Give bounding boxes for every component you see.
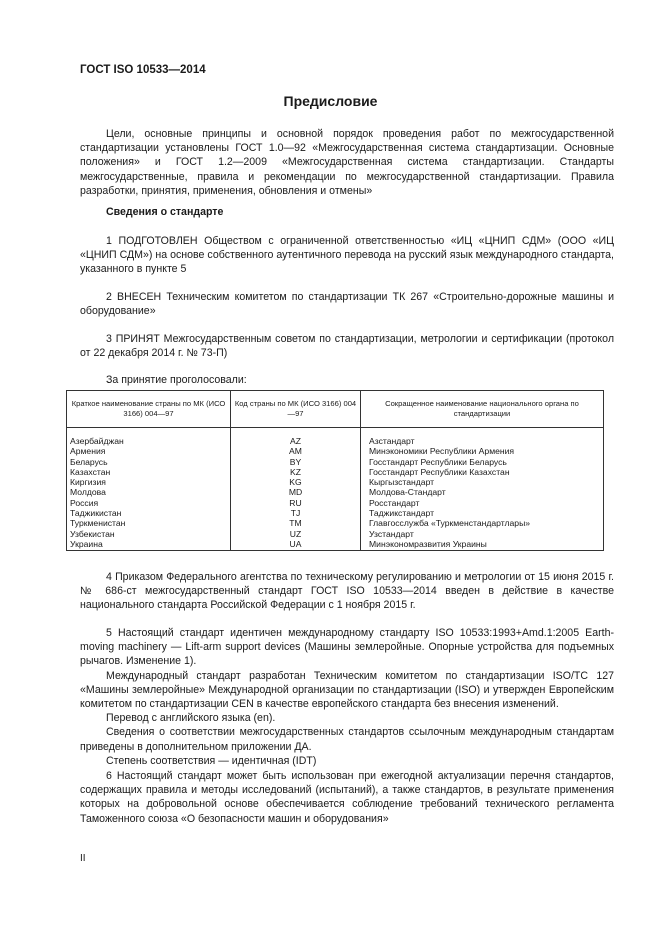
code-cell: RU	[231, 498, 361, 508]
item-5-paragraph-4: Сведения о соответствии межгосударственных стандартов ссылочным международным стандартам приведены в дополнительном приложении ДА.	[80, 726, 614, 753]
page-number: II	[80, 853, 86, 864]
country-cell: Казахстан	[67, 467, 231, 477]
item-2-paragraph: 2 ВНЕСЕН Техническим комитетом по стандартизации ТК 267 «Строительно-дорожные машины и оборудование»	[80, 291, 614, 318]
item-5-section	[80, 626, 614, 768]
code-cell: KZ	[231, 467, 361, 477]
item-5-paragraph-3: Перевод с английского языка (en).	[106, 712, 276, 725]
intro-section	[80, 127, 614, 198]
org-cell: Минэкономразвития Украины	[361, 539, 604, 551]
table-row	[67, 518, 604, 528]
country-cell: Киргизия	[67, 477, 231, 487]
table-row	[67, 428, 604, 447]
table-row	[67, 477, 604, 487]
vote-section	[80, 373, 614, 387]
country-cell: Узбекистан	[67, 529, 231, 539]
document-header: ГОСТ ISO 10533—2014	[80, 64, 206, 76]
item-1-paragraph: 1 ПОДГОТОВЛЕН Обществом с ограниченной ответственностью «ИЦ «ЦНИП СДМ» (ООО «ИЦ «ЦНИП СДМ») на основе собственного аутентичного перевода на русский язык международного стандарта, указанного в пункте 5	[80, 235, 614, 276]
org-cell: Таджикстандарт	[361, 508, 604, 518]
header-code: Код страны по МК (ИСО 3166) 004—97	[231, 391, 361, 428]
country-cell: Таджикистан	[67, 508, 231, 518]
item-1-section	[80, 234, 614, 277]
item-4-paragraph: 4 Приказом Федерального агентства по техническому регулированию и метрологии от 15 июня 2015 г. № 686-ст межгосударственный стандарт ГОСТ ISO 10533—2014 введен в действие в качестве национального стандарта Российской Федерации с 1 ноября 2015 г.	[80, 571, 614, 612]
code-cell: AM	[231, 446, 361, 456]
country-cell: Россия	[67, 498, 231, 508]
country-cell: Беларусь	[67, 457, 231, 467]
code-cell: BY	[231, 457, 361, 467]
table-row	[67, 539, 604, 551]
section-subheading: Сведения о стандарте	[106, 206, 224, 218]
vote-label: За принятие проголосовали:	[106, 374, 247, 386]
country-cell: Армения	[67, 446, 231, 456]
code-cell: KG	[231, 477, 361, 487]
page-title: Предисловие	[283, 93, 378, 109]
item-3-section	[80, 332, 614, 360]
code-cell: AZ	[231, 428, 361, 447]
code-cell: UA	[231, 539, 361, 551]
item-5-paragraph-2: Международный стандарт разработан Техническим комитетом по стандартизации ISO/TC 127 «Машины землеройные» Международной организации по стандартизации (ISO) и утвержден Европейским комитетом по стандартизации CEN в качестве европейского стандарта без внесения изменений.	[80, 669, 614, 711]
item-6-section	[80, 769, 614, 826]
intro-paragraph: Цели, основные принципы и основной порядок проведения работ по межгосударственной стандартизации установлены ГОСТ 1.0—92 «Межгосударственная система стандартизации. Основные положения» и ГОСТ 1.2—2009 «Межгосударственная система стандартизации. Стандарты межгосударственные, правила и рекомендации по межгосударственной стандартизации. Правила разработки, принятия, применения, обновления и отмены»	[80, 128, 614, 197]
code-cell: UZ	[231, 529, 361, 539]
code-cell: TJ	[231, 508, 361, 518]
voting-table	[66, 390, 604, 551]
item-5-paragraph-5: Степень соответствия — идентичная (IDT)	[106, 754, 317, 767]
org-cell: Росстандарт	[361, 498, 604, 508]
org-cell: Госстандарт Республики Беларусь	[361, 457, 604, 467]
country-cell: Украина	[67, 539, 231, 551]
table-header-row	[67, 391, 604, 428]
org-cell: Госстандарт Республики Казахстан	[361, 467, 604, 477]
country-cell: Азербайджан	[67, 428, 231, 447]
item-3-paragraph: 3 ПРИНЯТ Межгосударственным советом по стандартизации, метрологии и сертификации (протокол от 22 декабря 2014 г. № 73-П)	[80, 333, 614, 360]
table-row	[67, 446, 604, 456]
org-cell: Главгосслужба «Туркменстандартлары»	[361, 518, 604, 528]
table-row	[67, 508, 604, 518]
table-row	[67, 457, 604, 467]
item-5-paragraph-1: 5 Настоящий стандарт идентичен международному стандарту ISO 10533:1993+Amd.1:2005 Earth-moving machinery — Lift-arm support devices (Машины землеройные. Опорные устройства для подъемных рычагов. Изменение 1).	[80, 627, 614, 668]
org-cell: Минэкономики Республики Армения	[361, 446, 604, 456]
table-row	[67, 467, 604, 477]
table-row	[67, 529, 604, 539]
org-cell: Молдова-Стандарт	[361, 487, 604, 497]
header-country: Краткое наименование страны по МК (ИСО 3166) 004—97	[67, 391, 231, 428]
header-organization: Сокращенное наименование национального органа по стандартизации	[361, 391, 604, 428]
voting-table-container	[66, 390, 604, 551]
org-cell: Узстандарт	[361, 529, 604, 539]
country-cell: Молдова	[67, 487, 231, 497]
code-cell: MD	[231, 487, 361, 497]
org-cell: Кыргызстандарт	[361, 477, 604, 487]
country-cell: Туркменистан	[67, 518, 231, 528]
table-row	[67, 498, 604, 508]
item-4-section	[80, 570, 614, 613]
table-row	[67, 487, 604, 497]
item-6-paragraph: 6 Настоящий стандарт может быть использован при ежегодной актуализации перечня стандартов, содержащих правила и методы исследований (испытаний), а также стандартов, в результате применения которых на добровольной основе обеспечивается соблюдение требований технического регламента Таможенного союза «О безопасности машин и оборудования»	[80, 770, 614, 825]
org-cell: Азстандарт	[361, 428, 604, 447]
item-2-section	[80, 290, 614, 318]
code-cell: TM	[231, 518, 361, 528]
